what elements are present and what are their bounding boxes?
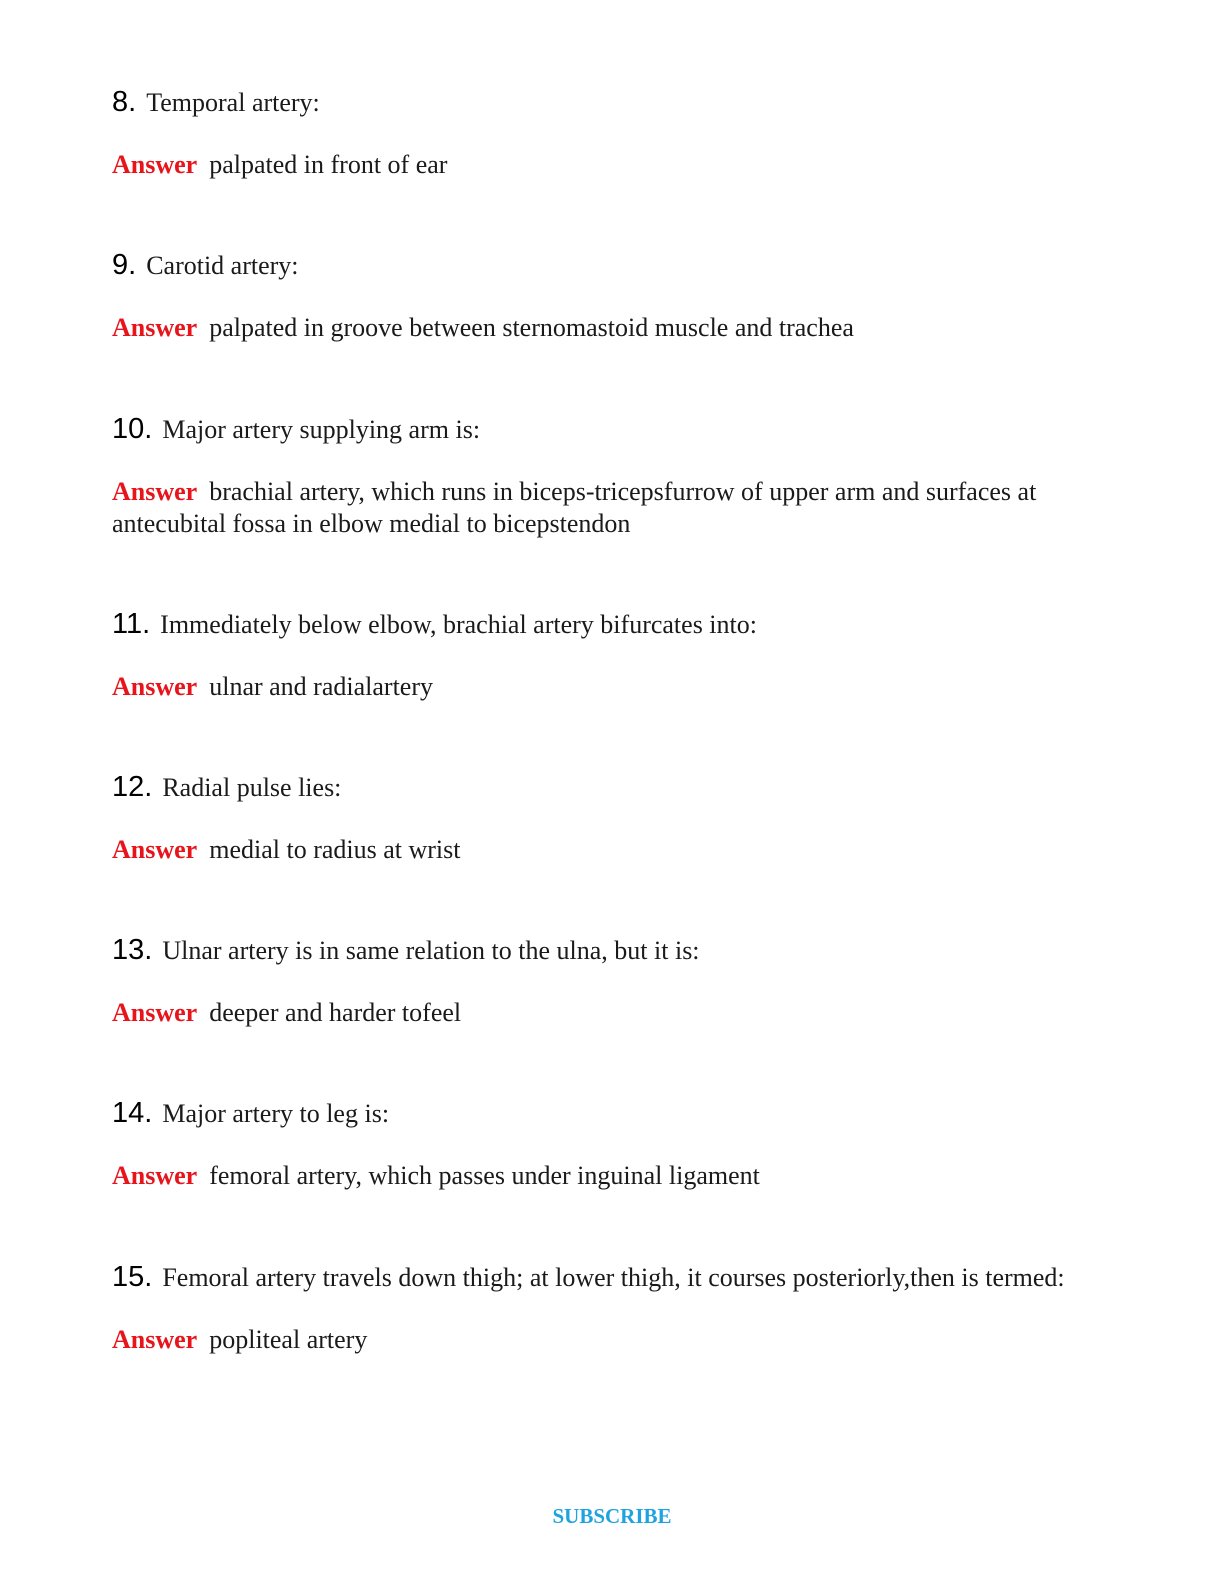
question-block-11 (112, 608, 1112, 703)
question-block-14 (112, 1097, 1112, 1192)
answer-label: Answer (112, 672, 198, 701)
question-text: Carotid artery: (146, 251, 299, 280)
answer (112, 476, 1112, 540)
question (112, 771, 1112, 804)
answer-text: palpated in front of ear (209, 150, 448, 179)
answer (112, 671, 1112, 703)
answer-label: Answer (112, 835, 198, 864)
answer (112, 1324, 1112, 1356)
question (112, 413, 1112, 446)
answer (112, 312, 1112, 344)
question-number: 11. (112, 608, 151, 640)
answer-label: Answer (112, 150, 198, 179)
answer (112, 1160, 1112, 1192)
answer-label: Answer (112, 1325, 198, 1354)
question-number: 14. (112, 1097, 153, 1129)
question-text: Major artery supplying arm is: (162, 415, 481, 444)
question-block-15 (112, 1261, 1112, 1356)
question (112, 934, 1112, 967)
answer-label: Answer (112, 313, 198, 342)
answer-text: popliteal artery (209, 1325, 368, 1354)
question-block-8 (112, 86, 1112, 181)
question-text: Radial pulse lies: (162, 773, 342, 802)
question (112, 608, 1112, 641)
answer-text: ulnar and radialartery (209, 672, 433, 701)
question (112, 249, 1112, 282)
answer-text: brachial artery, which runs in biceps-tricepsfurrow of upper arm and surfaces at antecubital fossa in elbow medial to bicepstendon (112, 477, 1037, 538)
question-block-10 (112, 413, 1112, 540)
question-number: 15. (112, 1261, 153, 1293)
answer-label: Answer (112, 998, 198, 1027)
question-number: 13. (112, 934, 153, 966)
question-block-12 (112, 771, 1112, 866)
question (112, 86, 1112, 119)
question-text: Immediately below elbow, brachial artery bifurcates into: (160, 610, 757, 639)
answer-text: palpated in groove between sternomastoid muscle and trachea (209, 313, 854, 342)
answer-text: femoral artery, which passes under inguinal ligament (209, 1161, 760, 1190)
question-text: Major artery to leg is: (162, 1099, 390, 1128)
question-number: 12. (112, 771, 153, 803)
question-block-13 (112, 934, 1112, 1029)
answer (112, 834, 1112, 866)
question-block-9 (112, 249, 1112, 344)
subscribe-link[interactable]: SUBSCRIBE (552, 1504, 672, 1528)
answer (112, 997, 1112, 1029)
answer-label: Answer (112, 477, 198, 506)
answer (112, 149, 1112, 181)
question-text: Ulnar artery is in same relation to the ulna, but it is: (162, 936, 700, 965)
answer-text: deeper and harder tofeel (209, 998, 462, 1027)
question (112, 1261, 1112, 1294)
answer-text: medial to radius at wrist (209, 835, 461, 864)
question-text: Femoral artery travels down thigh; at lower thigh, it courses posteriorly,then is termed: (162, 1263, 1065, 1292)
question-number: 8. (112, 86, 137, 118)
question-number: 10. (112, 413, 153, 445)
question-text: Temporal artery: (146, 88, 320, 117)
question (112, 1097, 1112, 1130)
question-number: 9. (112, 249, 137, 281)
answer-label: Answer (112, 1161, 198, 1190)
